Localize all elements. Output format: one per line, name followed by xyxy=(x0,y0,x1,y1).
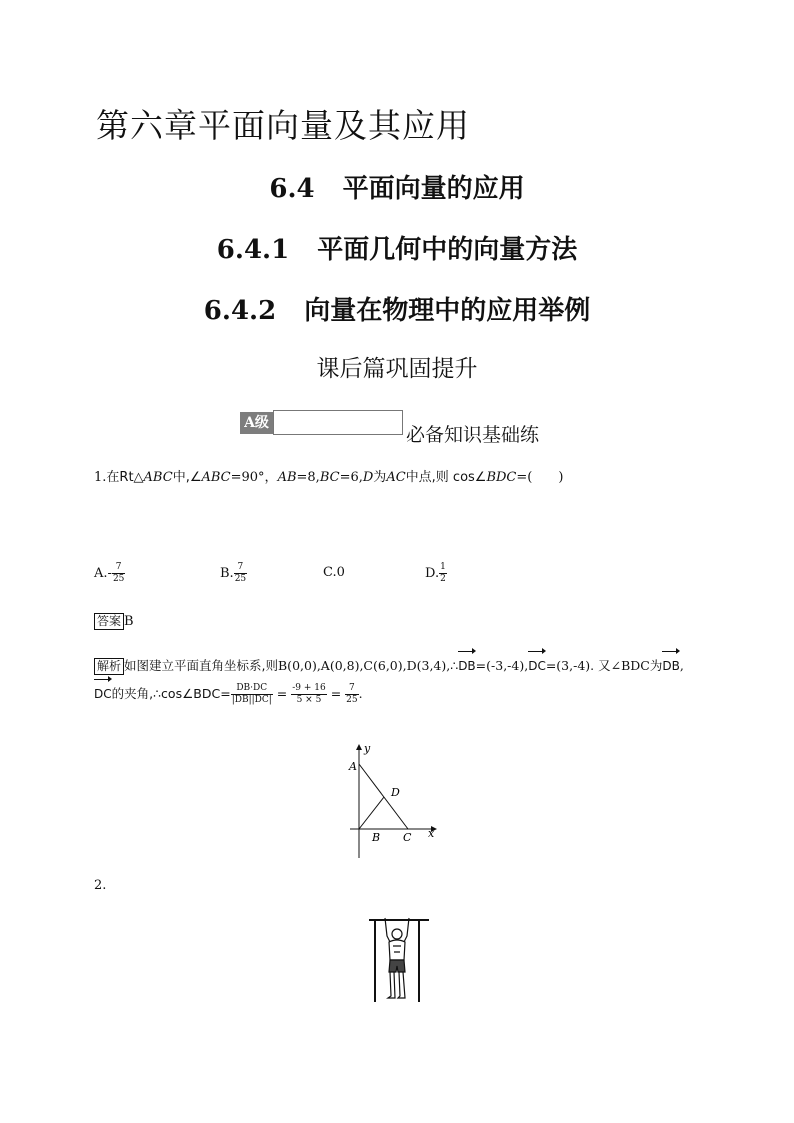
subsection-2-number: 6.4.2 xyxy=(203,296,277,326)
q1-text: 中,∠ xyxy=(172,470,202,485)
analysis-text: 如图建立平面直角坐标系,则 xyxy=(124,658,278,673)
analysis-text: , xyxy=(679,658,684,673)
option-b xyxy=(220,562,247,585)
q1-var: AB xyxy=(277,470,297,485)
triangle-figure xyxy=(345,740,445,860)
label-b: B xyxy=(372,831,381,844)
level-tag: A级 xyxy=(240,412,273,434)
section-heading xyxy=(0,168,794,205)
fraction-denominator: |DB||DC| xyxy=(231,695,272,705)
subsection-heading-1 xyxy=(0,229,794,266)
option-a-fraction xyxy=(112,562,125,585)
label-c: C xyxy=(403,831,412,844)
analysis-block xyxy=(94,652,704,708)
person-icon xyxy=(385,918,409,998)
label-x: x xyxy=(428,827,435,840)
fraction-numerator: 7 xyxy=(112,562,125,574)
subsection-heading-2 xyxy=(0,290,794,327)
option-c xyxy=(323,565,345,580)
answer-value: B xyxy=(124,614,134,629)
option-a xyxy=(94,562,125,585)
fraction-numerator: DB·DC xyxy=(231,683,273,695)
fraction-numerator: 7 xyxy=(234,562,247,574)
after-class-title: 课后篇巩固提升 xyxy=(316,356,478,382)
level-text: 必备知识基础练 xyxy=(406,424,540,446)
analysis-text: =(-3,-4), xyxy=(475,658,529,673)
chapter-title: 第六章平面向量及其应用 xyxy=(96,106,470,145)
option-b-fraction xyxy=(234,562,247,585)
section-number: 6.4 xyxy=(269,174,315,204)
q1-var: BC xyxy=(319,470,340,485)
fraction-numerator: -9 + 16 xyxy=(292,683,326,693)
option-a-label: A. xyxy=(94,566,108,581)
segment-bd xyxy=(359,797,384,829)
fraction-denominator: 2 xyxy=(440,574,446,584)
vector-db: DB xyxy=(662,653,679,680)
analysis-text: . xyxy=(358,686,363,701)
analysis-line-2 xyxy=(94,680,704,708)
analysis-text: 的夹角,∴cos∠BDC= xyxy=(111,686,231,701)
subsection-1-number: 6.4.1 xyxy=(216,235,290,265)
analysis-line-1 xyxy=(94,652,704,680)
label-a: A xyxy=(349,760,357,773)
equals-sign: = xyxy=(276,686,288,701)
option-a-sign: - xyxy=(107,566,112,581)
q1-text: =( ) xyxy=(516,470,564,485)
subsection-1-title: 平面几何中的向量方法 xyxy=(317,235,578,265)
vector-dc: DC xyxy=(528,653,546,680)
section-title: 平面向量的应用 xyxy=(342,174,525,204)
q1-var: ABC xyxy=(143,470,173,485)
option-d-label: D. xyxy=(425,566,440,581)
q1-text: 在Rt△ xyxy=(106,470,144,485)
pull-up-figure xyxy=(367,912,431,1004)
question-1 xyxy=(94,468,563,488)
q1-text: 为 xyxy=(373,470,387,485)
vector-dc: DC xyxy=(94,681,112,708)
q1-var: ABC xyxy=(201,470,231,485)
q1-text: =6, xyxy=(339,470,363,485)
answer-line xyxy=(94,613,134,630)
fraction-denominator: 25 xyxy=(112,574,125,584)
q1-var: BDC xyxy=(486,470,517,485)
fraction-denominator: 5 × 5 xyxy=(296,695,322,705)
value-fraction xyxy=(291,683,326,706)
analysis-tag: 解析 xyxy=(94,658,124,675)
option-b-label: B. xyxy=(220,566,234,581)
vector-db: DB xyxy=(458,653,475,680)
equals-sign: = xyxy=(330,686,342,701)
fraction-numerator: 7 xyxy=(345,683,358,695)
q1-number: 1. xyxy=(94,470,107,485)
cos-fraction xyxy=(231,683,273,706)
q2-number: 2. xyxy=(94,878,107,893)
fraction-denominator: 25 xyxy=(346,695,358,705)
subsection-2-title: 向量在物理中的应用举例 xyxy=(304,296,591,326)
question-2 xyxy=(94,876,106,896)
option-c-label: C.0 xyxy=(323,565,345,580)
option-d xyxy=(425,562,447,585)
q1-text: =8, xyxy=(296,470,320,485)
label-d: D xyxy=(391,786,400,799)
y-axis-arrow xyxy=(356,744,362,750)
fraction-numerator: 1 xyxy=(440,562,446,572)
q1-text: =90°， xyxy=(230,470,278,485)
analysis-text: B(0,0),A(0,8),C(6,0),D(3,4),∴ xyxy=(278,658,459,673)
label-y: y xyxy=(364,742,371,755)
q1-text: 中点,则 cos∠ xyxy=(405,470,487,485)
option-d-fraction xyxy=(439,562,447,585)
level-box xyxy=(273,410,403,435)
answer-tag: 答案 xyxy=(94,613,124,630)
analysis-text: =(3,-4). 又∠BDC为 xyxy=(545,658,663,673)
result-fraction xyxy=(345,683,358,706)
fraction-denominator: 25 xyxy=(234,574,247,584)
q1-var: D xyxy=(362,470,374,485)
q1-var: AC xyxy=(386,470,406,485)
